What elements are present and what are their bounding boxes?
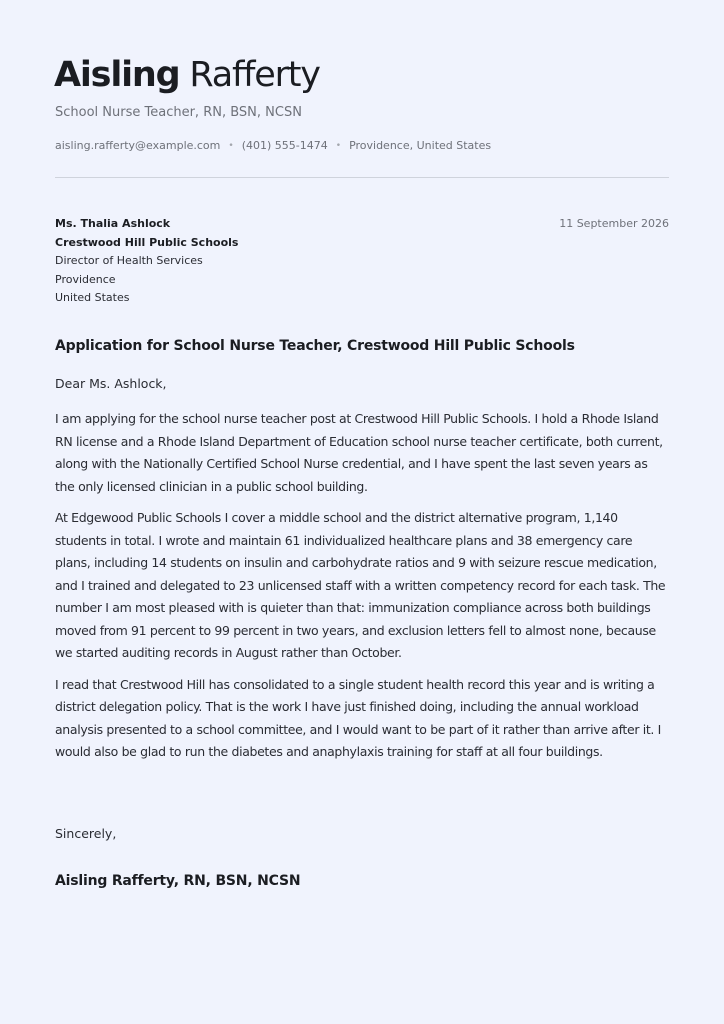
letter-signature: Aisling Rafferty, RN, BSN, NCSN: [55, 873, 301, 889]
contact-phone[interactable]: (401) 555-1474: [241, 139, 328, 152]
recipient-role: Director of Health Services: [55, 254, 203, 267]
applicant-last-name: Rafferty: [189, 55, 320, 95]
header-divider: [55, 177, 669, 178]
recipient-name: Ms. Thalia Ashlock: [55, 217, 171, 230]
contact-location: Providence, United States: [349, 139, 492, 152]
recipient-organization: Crestwood Hill Public Schools: [55, 235, 239, 249]
applicant-title: School Nurse Teacher, RN, BSN, NCSN: [55, 105, 302, 120]
letter-date: 11 September 2026: [559, 217, 669, 230]
recipient-city: Providence: [55, 272, 116, 286]
body-paragraph-1: I am applying for the school nurse teacher post at Crestwood Hill Public Schools. I hold a Rhode Island RN license and a Rhode Island Department of Education school nurse teacher certificate, both current, along with the Nationally Certified School Nurse credential, and I have spent the last seven years as the only licensed clinician in a public school building.: [55, 411, 663, 494]
contact-email[interactable]: aisling.rafferty@example.com: [55, 139, 221, 152]
contact-line: [55, 139, 491, 152]
letter-subject: Application for School Nurse Teacher, Crestwood Hill Public Schools: [55, 338, 575, 354]
contact-separator: •: [335, 140, 342, 151]
applicant-name: [54, 54, 320, 96]
recipient-country: United States: [55, 291, 130, 304]
body-paragraph-2: At Edgewood Public Schools I cover a middle school and the district alternative program, 1,140 students in total. I wrote and maintain 61 individualized healthcare plans and 38 emergency care plans, including 14 students on insulin and carbohydrate ratios and 9 with seizure rescue medication, and I trained and delegated to 23 unlicensed staff with a written competency record for each task. The number I am most pleased with is quieter than that: immunization compliance across both buildings moved from 91 percent to 99 percent in two years, and exclusion letters fell to almost none, because we started auditing records in August rather than October.: [55, 510, 666, 660]
body-paragraph-3: I read that Crestwood Hill has consolidated to a single student health record this year and is writing a district delegation policy. That is the work I have just finished doing, including the annual workload analysis presented to a school committee, and I would want to be part of it rather than arrive after it. I would also be glad to run the diabetes and anaphylaxis training for staff at all four buildings.: [55, 676, 661, 759]
contact-separator: •: [228, 140, 234, 151]
applicant-first-name: Aisling: [54, 55, 180, 95]
letter-salutation: Dear Ms. Ashlock,: [55, 376, 167, 391]
recipient-block: [55, 215, 238, 308]
letter-closing: Sincerely,: [55, 826, 117, 841]
letter-body: [55, 408, 669, 773]
